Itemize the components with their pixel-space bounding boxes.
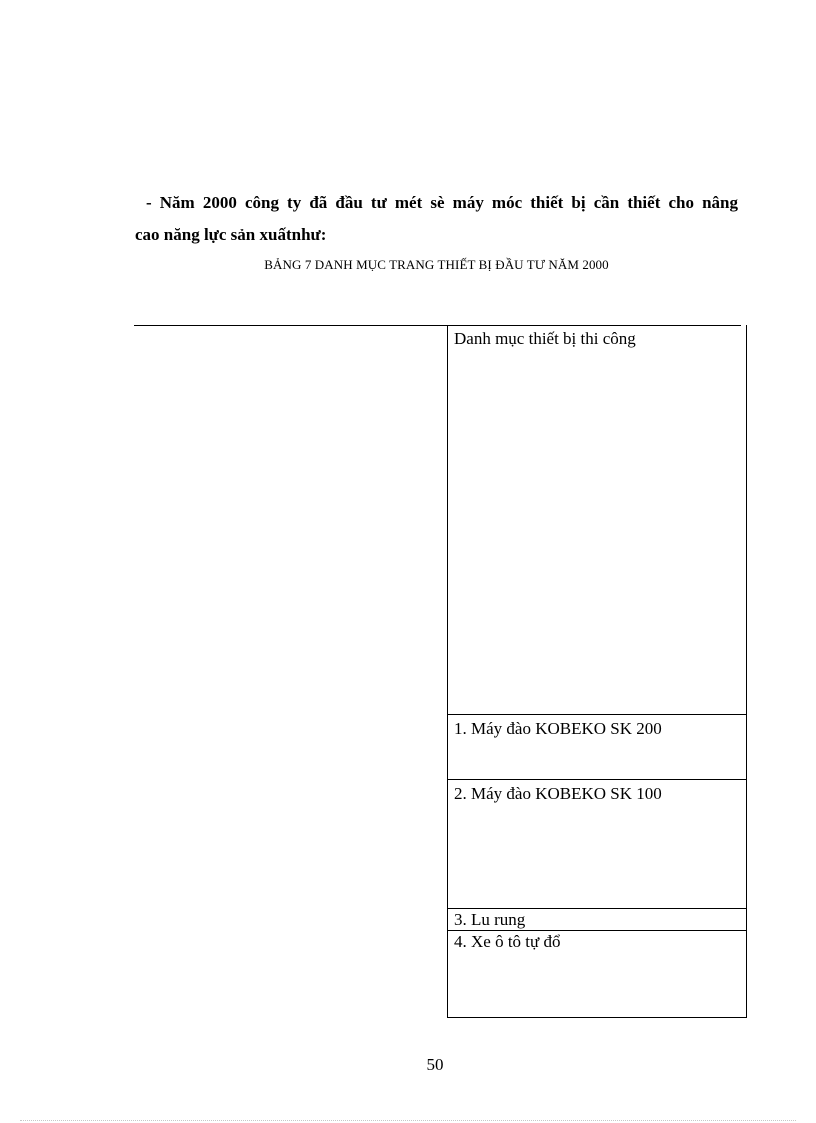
intro-paragraph-line-2: cao năng lực sản xuấtnhư: bbox=[135, 225, 327, 244]
intro-paragraph-line-1: - Năm 2000 công ty đã đầu tư mét sè máy móc thiết bị cần thiết cho nâng bbox=[146, 193, 738, 212]
page-bottom-divider bbox=[20, 1120, 796, 1121]
page-number: 50 bbox=[426, 1055, 444, 1074]
table-row: 4. Xe ô tô tự đổ bbox=[447, 930, 747, 1018]
table-row: 1. Máy đào KOBEKO SK 200 bbox=[447, 714, 747, 779]
table-row: 3. Lu rung bbox=[447, 908, 747, 931]
table-caption: BẢNG 7 DANH MỤC TRANG THIẾT BỊ ĐẦU TƯ NĂM 2000 bbox=[264, 257, 609, 272]
table-row: 2. Máy đào KOBEKO SK 100 bbox=[447, 779, 747, 909]
table-header-cell: Danh mục thiết bị thi công bbox=[447, 325, 747, 715]
